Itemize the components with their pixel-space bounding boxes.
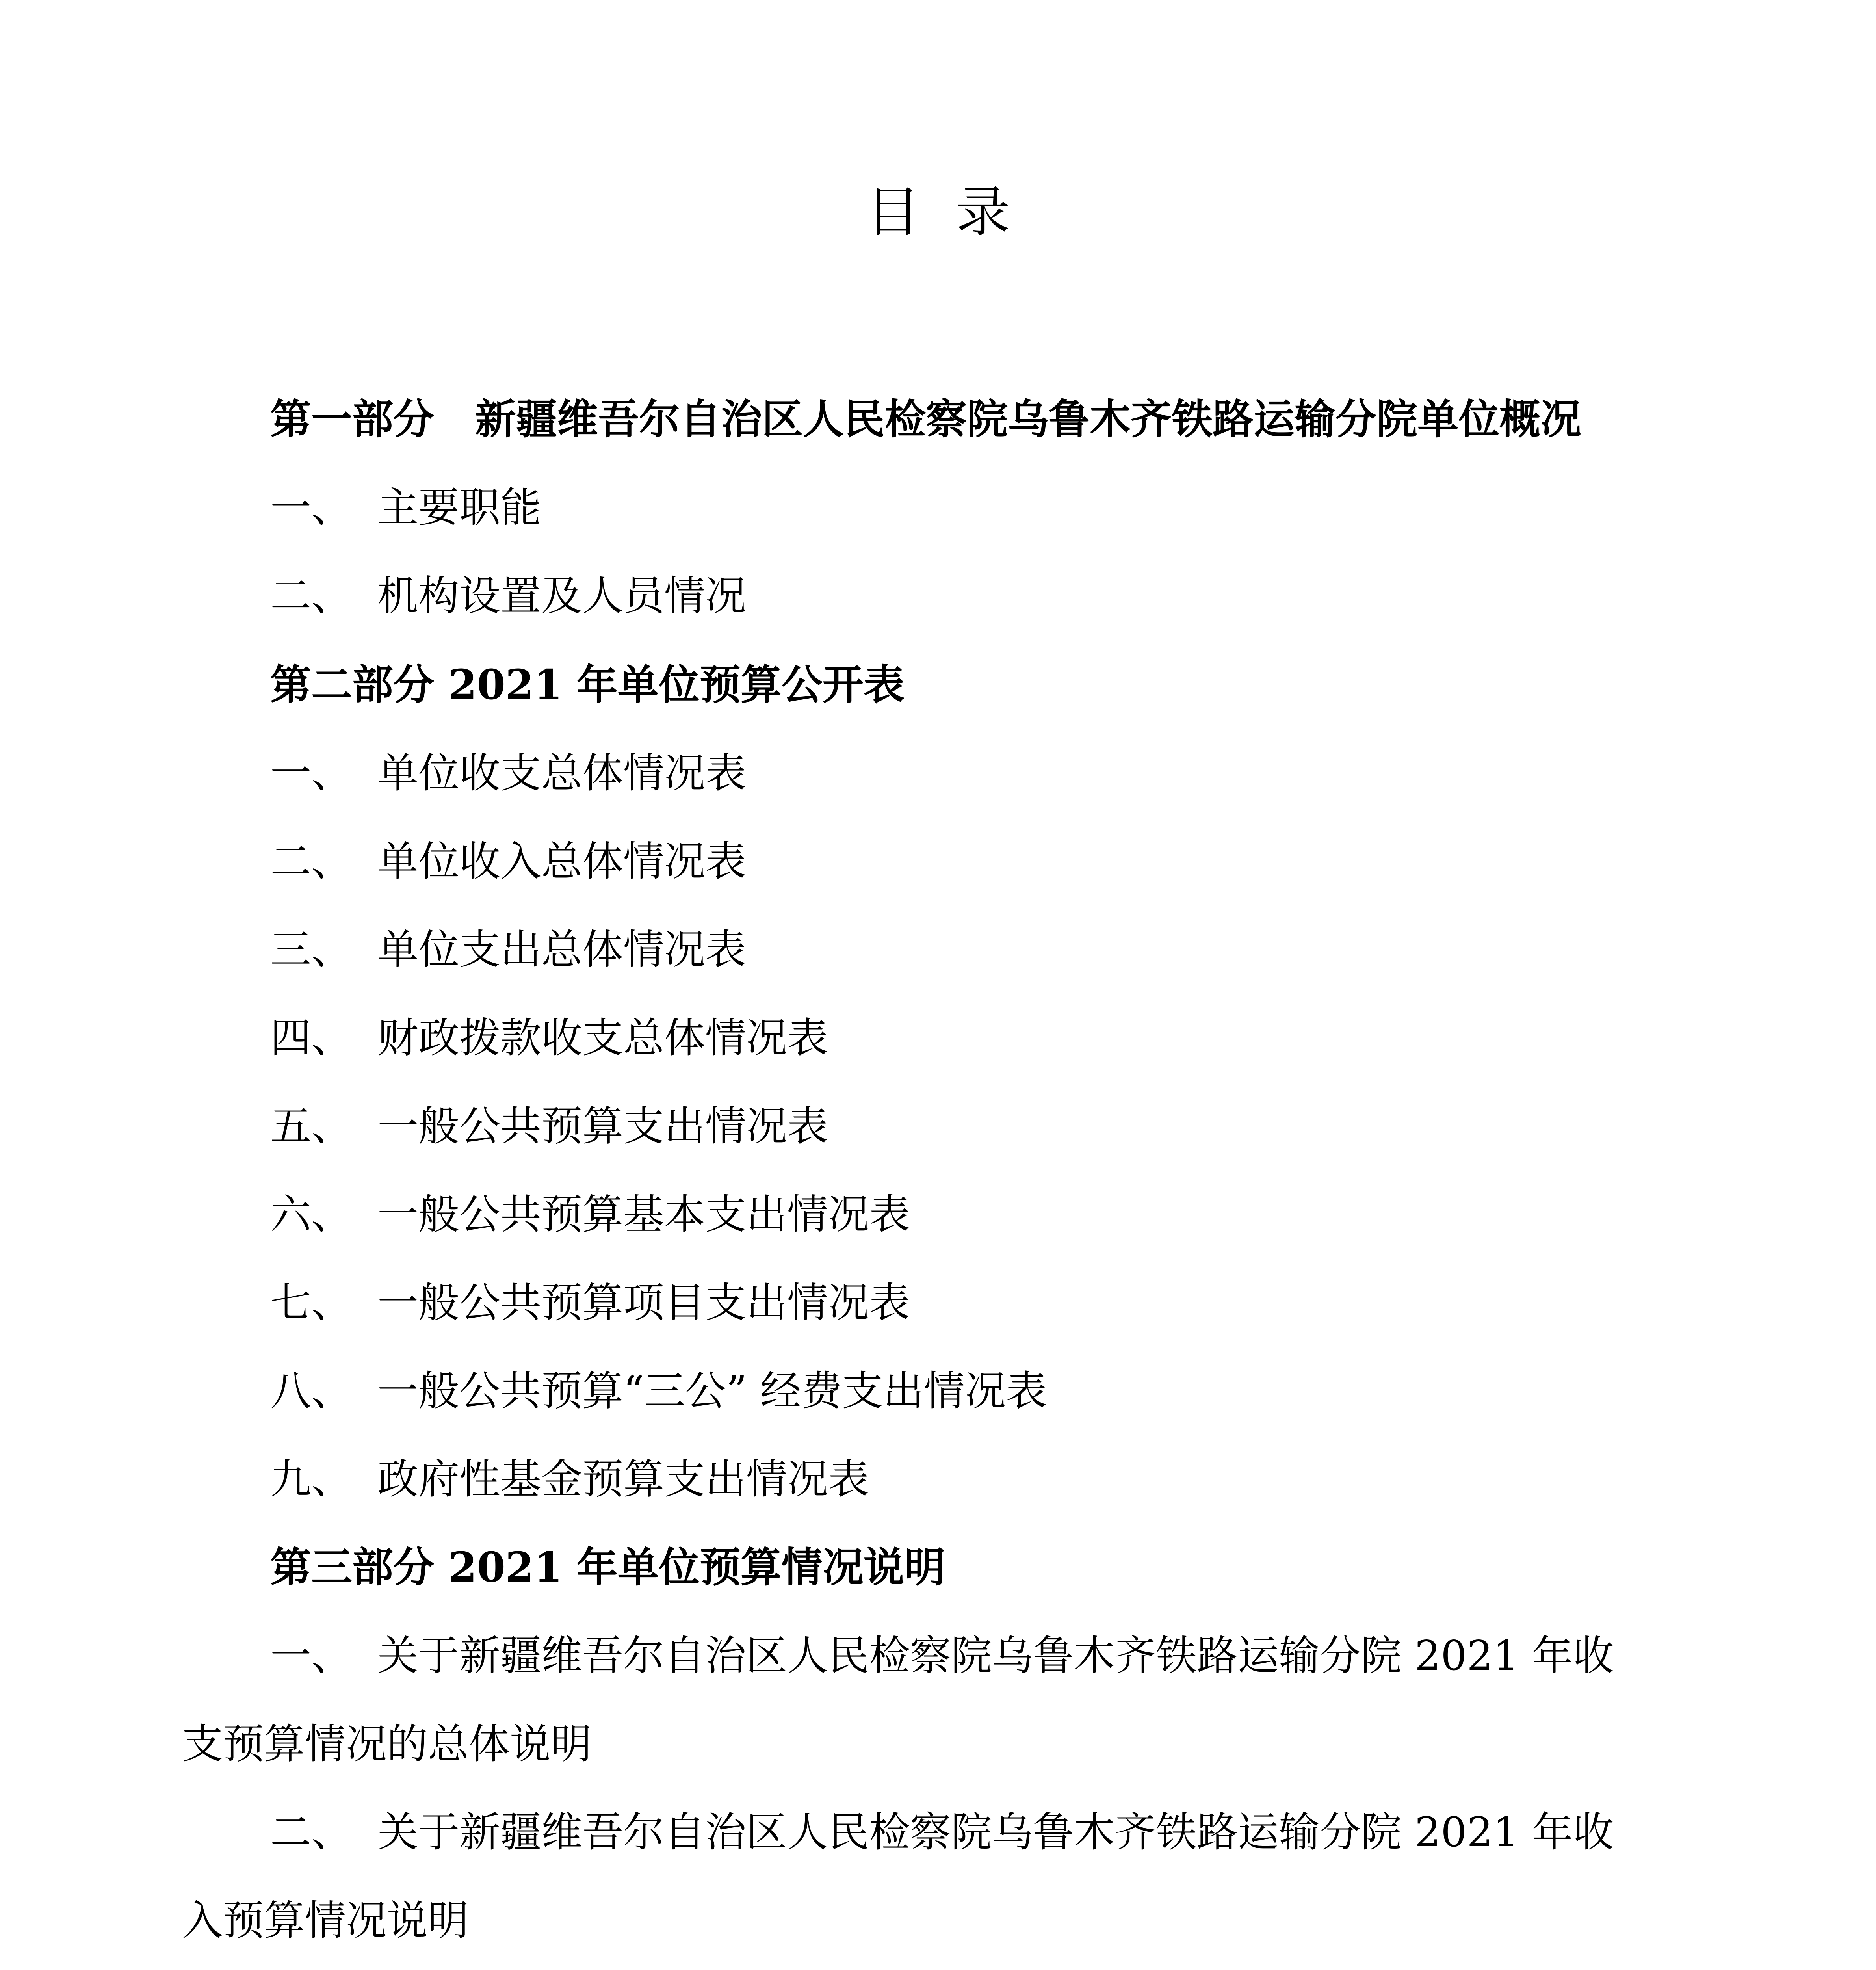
toc-item xyxy=(270,1279,910,1327)
page-title: 目录 xyxy=(866,180,1046,244)
toc-item-number: 五、 xyxy=(270,1102,353,1150)
toc-item-number: 二、 xyxy=(270,572,353,620)
part1-heading: 第一部分 新疆维吾尔自治区人民检察院乌鲁木齐铁路运输分院单位概况 xyxy=(270,395,1582,443)
toc-item-text: 单位支出总体情况表 xyxy=(377,926,747,974)
toc-item-text: 关于新疆维吾尔自治区人民检察院乌鲁木齐铁路运输分院 2021 年收 xyxy=(377,1808,1614,1856)
toc-item xyxy=(270,1632,1614,1680)
toc-item-text: 一般公共预算支出情况表 xyxy=(377,1102,828,1150)
toc-item-continuation: 入预算情况说明 xyxy=(182,1896,469,1944)
toc-item-number: 七、 xyxy=(270,1279,353,1327)
toc-item xyxy=(270,572,747,620)
toc-item-text: 财政拨款收支总体情况表 xyxy=(377,1014,828,1062)
toc-item-number: 三、 xyxy=(270,926,353,974)
toc-item-text: 主要职能 xyxy=(377,483,542,532)
toc-item xyxy=(270,926,747,974)
toc-item-number: 六、 xyxy=(270,1190,353,1238)
toc-item-continuation: 支预算情况的总体说明 xyxy=(182,1720,592,1768)
toc-item-text: 一般公共预算项目支出情况表 xyxy=(377,1279,910,1327)
toc-item xyxy=(270,749,747,797)
toc-item-number: 二、 xyxy=(270,1808,353,1856)
toc-item xyxy=(270,1367,1047,1415)
toc-item xyxy=(270,1102,828,1150)
toc-item-text: 关于新疆维吾尔自治区人民检察院乌鲁木齐铁路运输分院 2021 年收 xyxy=(377,1632,1614,1680)
toc-item-number: 二、 xyxy=(270,837,353,885)
part3-heading: 第三部分 2021 年单位预算情况说明 xyxy=(270,1543,945,1591)
toc-item-number: 一、 xyxy=(270,749,353,797)
toc-item-text: 单位收支总体情况表 xyxy=(377,749,747,797)
toc-item-text: 政府性基金预算支出情况表 xyxy=(377,1455,869,1503)
toc-item-number: 一、 xyxy=(270,483,353,532)
toc-item xyxy=(270,483,542,532)
toc-item xyxy=(270,837,747,885)
toc-item-text: 一般公共预算基本支出情况表 xyxy=(377,1190,910,1238)
toc-item xyxy=(270,1190,910,1238)
toc-item-text: 单位收入总体情况表 xyxy=(377,837,747,885)
part2-heading: 第二部分 2021 年单位预算公开表 xyxy=(270,660,905,709)
toc-item-number: 九、 xyxy=(270,1455,353,1503)
toc-item-number: 四、 xyxy=(270,1014,353,1062)
toc-item xyxy=(270,1808,1614,1856)
toc-item xyxy=(270,1014,828,1062)
toc-item-text: 一般公共预算“三公” 经费支出情况表 xyxy=(377,1367,1047,1415)
toc-item xyxy=(270,1455,869,1503)
toc-item-number: 八、 xyxy=(270,1367,353,1415)
toc-item-text: 机构设置及人员情况 xyxy=(377,572,747,620)
toc-item-number: 一、 xyxy=(270,1632,353,1680)
